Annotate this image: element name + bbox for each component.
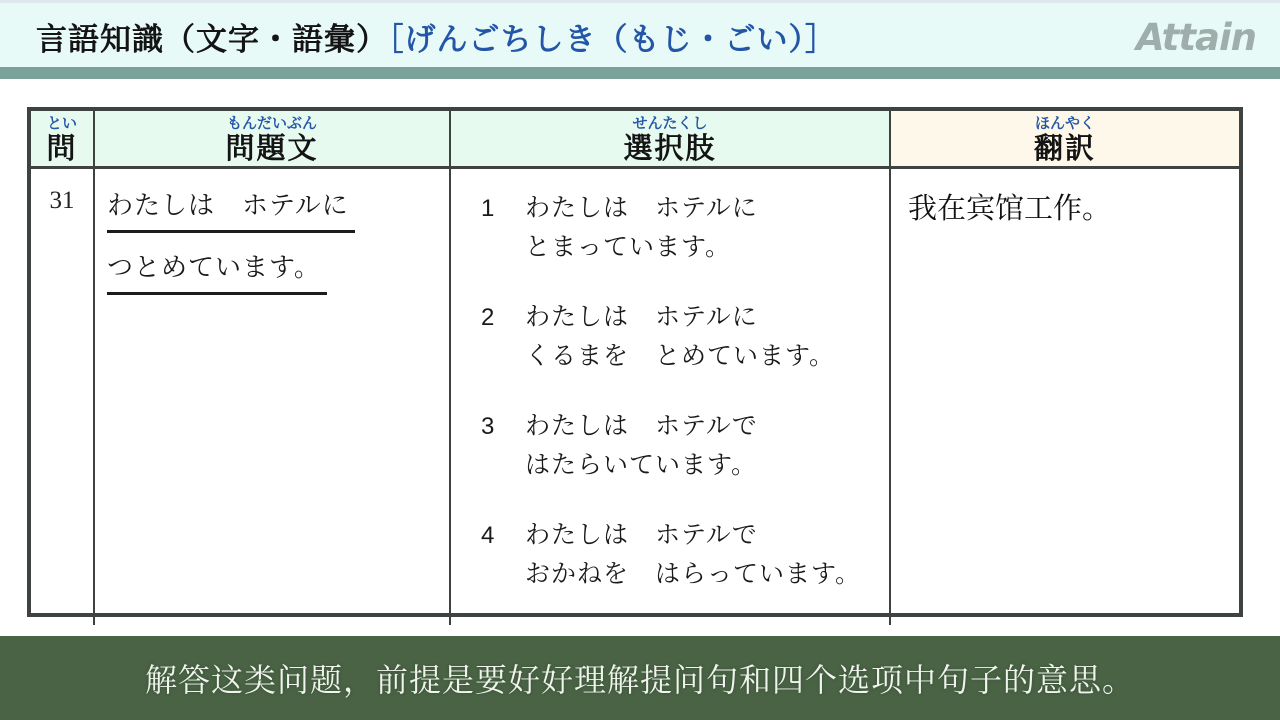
furigana-honyaku: ほんやく: [1034, 116, 1095, 132]
choice-3-line1: わたしは ホテルで: [525, 413, 758, 440]
column-header-question-text: [95, 111, 451, 169]
page-title: [36, 14, 837, 59]
divider-strip: [0, 67, 1280, 79]
column-header-choices: [451, 111, 891, 169]
choice-3-line2: はたらいています。: [525, 452, 758, 479]
choice-item-4: [481, 516, 889, 594]
choices-cell: [451, 169, 891, 625]
column-label-toi: 問: [46, 133, 78, 165]
question-line: [107, 247, 439, 295]
choice-item-2: [481, 298, 889, 376]
question-number: 31: [31, 169, 95, 625]
choice-2-line2: くるまを とめています。: [525, 343, 836, 370]
column-header-question-number: [31, 111, 95, 169]
caption-text: 解答这类问题，前提是要好好理解提问句和四个选项中句子的意思。: [144, 662, 1135, 698]
column-label-honyaku: 翻訳: [1033, 133, 1096, 165]
choice-1-number: 1: [481, 195, 495, 222]
page-title-main: 言語知識（文字・語彙）: [36, 22, 388, 57]
furigana-toi: とい: [46, 116, 77, 132]
question-text-cell: [95, 169, 451, 625]
question-line-2: つとめています。: [107, 247, 327, 295]
choice-2-line1: わたしは ホテルに: [525, 304, 758, 331]
column-label-mondaibun: 問題文: [225, 133, 319, 165]
question-line: [107, 185, 439, 233]
question-line-1: わたしは ホテルに: [107, 185, 355, 233]
question-table: [27, 107, 1243, 617]
choice-item-3: [481, 407, 889, 485]
attain-logo: Attain: [1136, 16, 1256, 59]
translation-cell: 我在宾馆工作。: [908, 193, 1112, 225]
choice-4-number: 4: [481, 522, 495, 549]
choice-3-number: 3: [481, 413, 495, 440]
caption-bar: [0, 636, 1280, 720]
furigana-sentakushi: せんたくし: [632, 116, 708, 132]
choice-4-line2: おかねを はらっています。: [525, 561, 862, 588]
column-header-translation: [891, 111, 1239, 169]
page-title-kana: ［げんごちしき（もじ・ごい）］: [388, 22, 837, 57]
furigana-mondaibun: もんだいぶん: [226, 116, 317, 132]
choice-1-line2: とまっています。: [525, 234, 732, 261]
choice-item-1: [481, 189, 889, 267]
column-label-sentakushi: 選択肢: [623, 133, 717, 165]
choice-2-number: 2: [481, 304, 495, 331]
choice-1-line1: わたしは ホテルに: [525, 195, 758, 222]
header-bar: [0, 0, 1280, 67]
choice-4-line1: わたしは ホテルで: [525, 522, 758, 549]
